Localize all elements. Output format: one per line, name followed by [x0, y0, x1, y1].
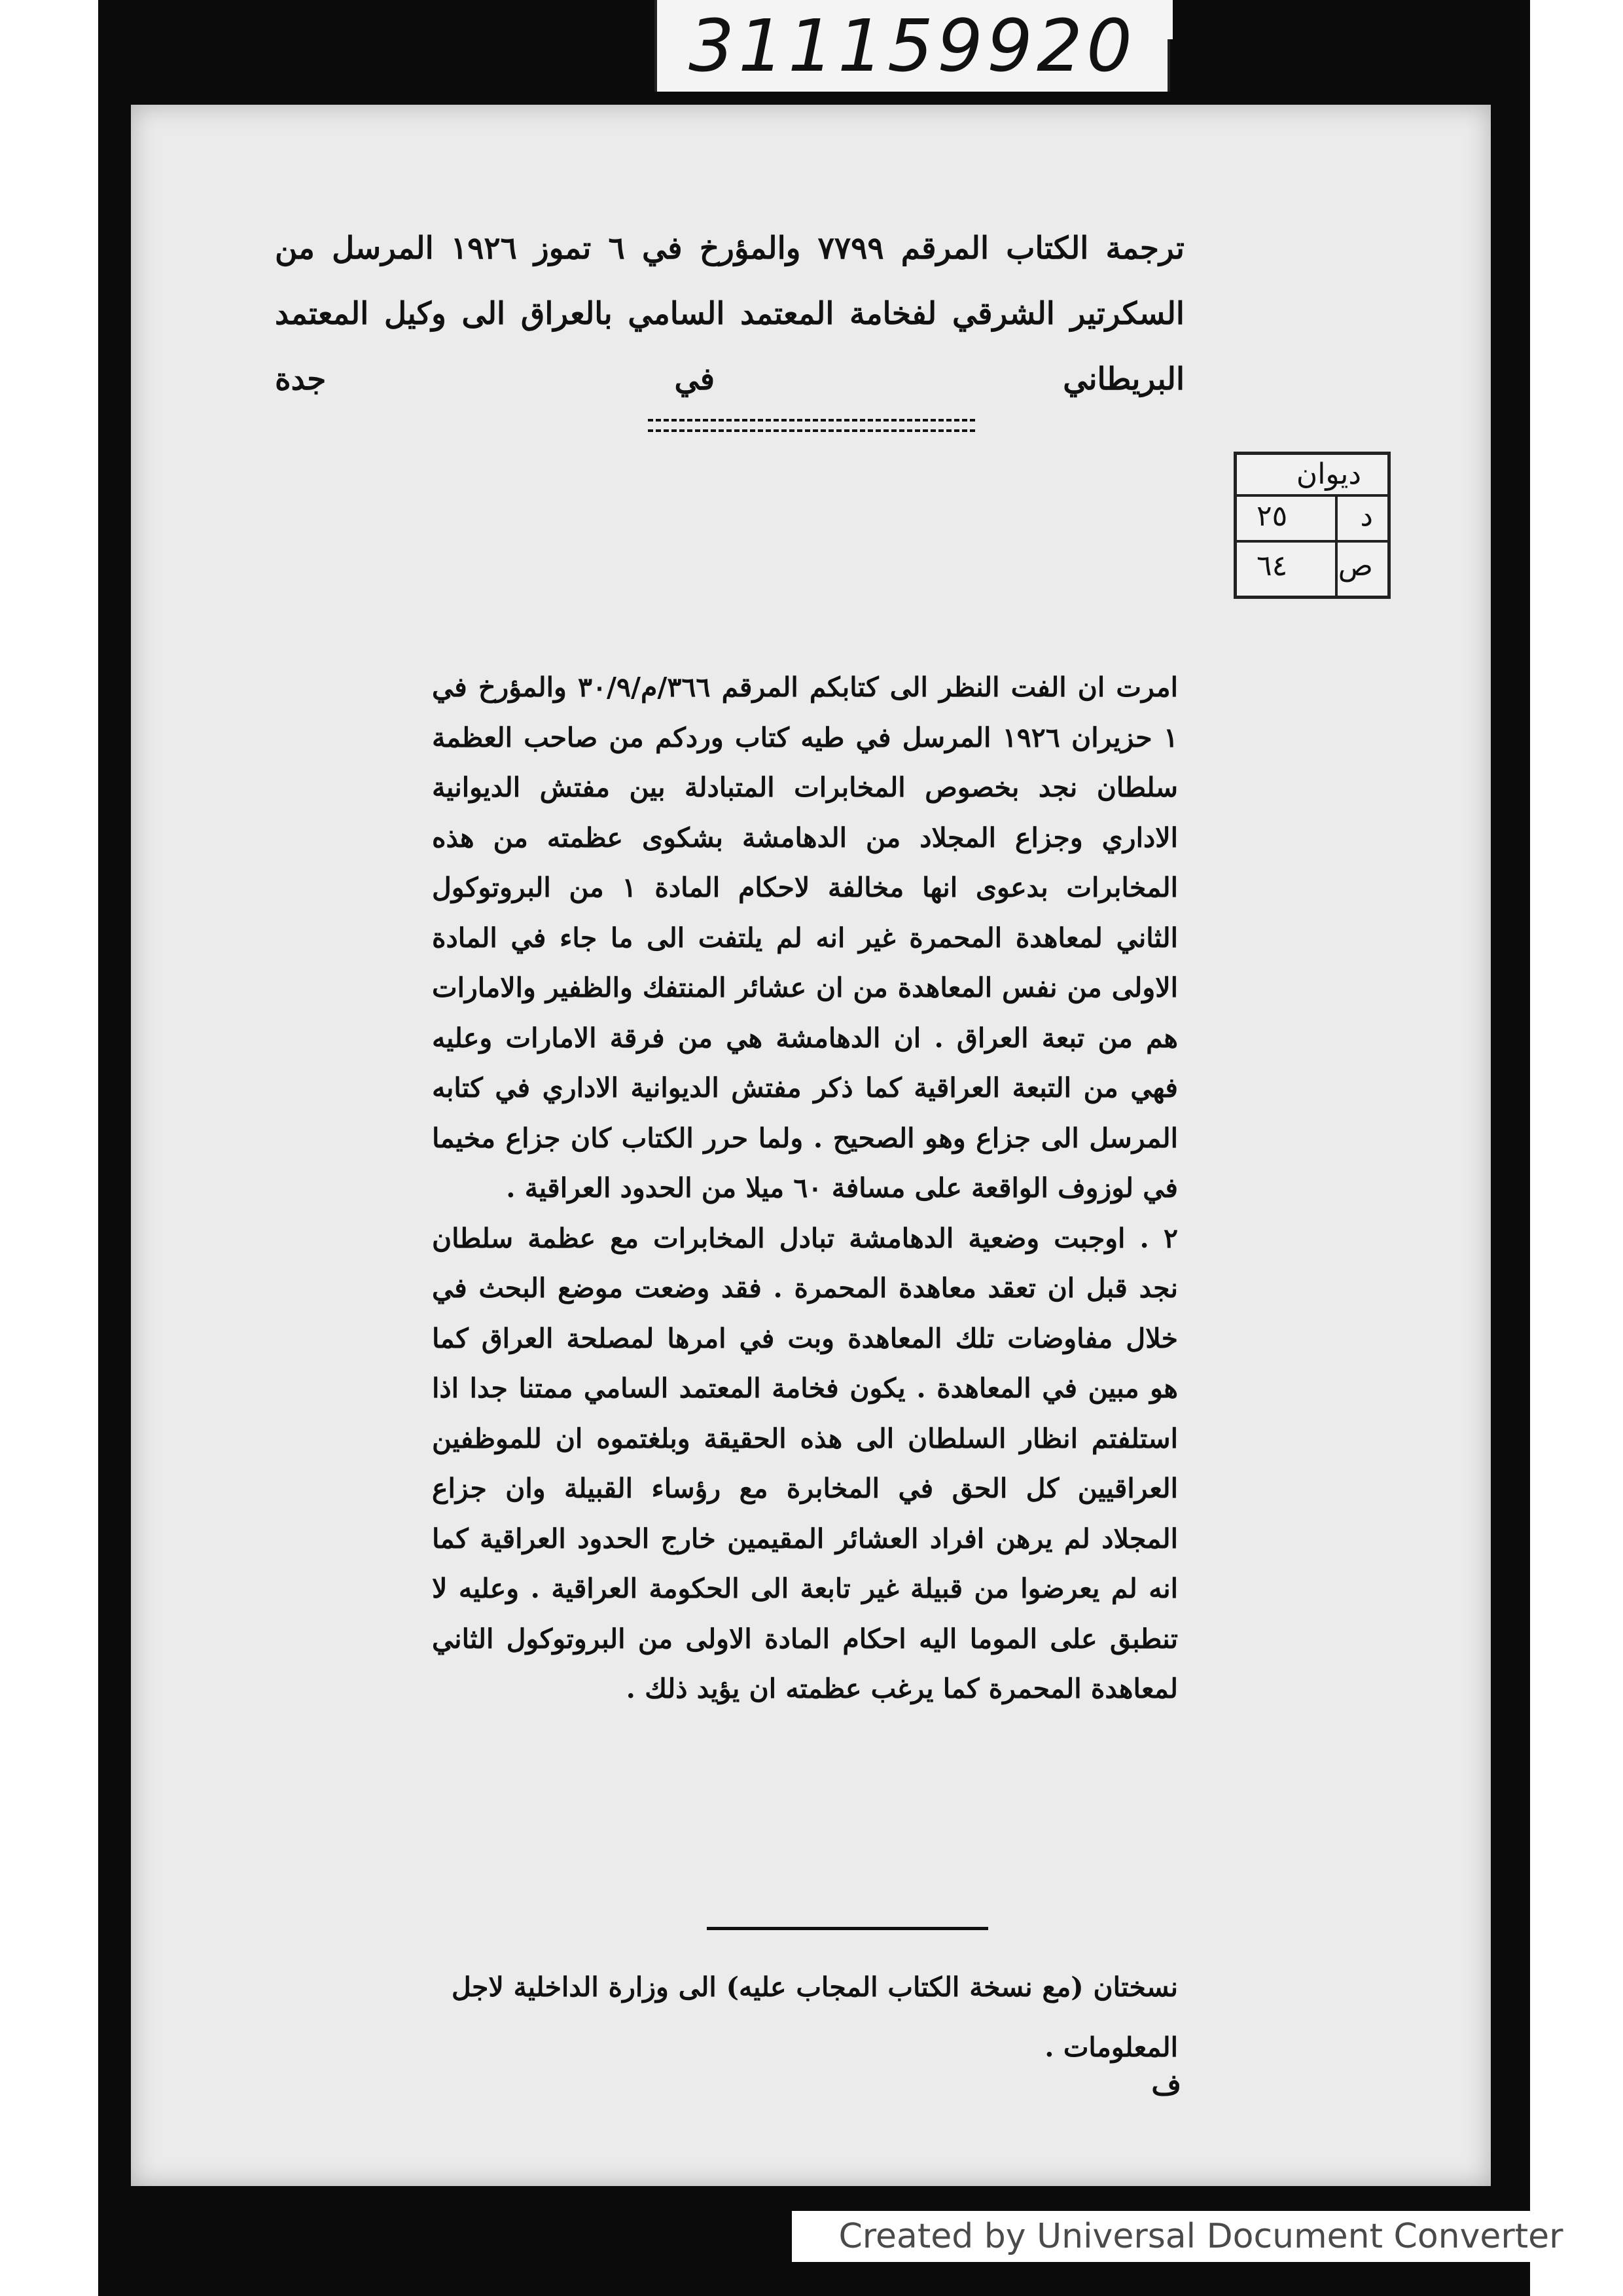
stamp-middle-right: د	[1360, 499, 1373, 533]
stamp-bottom-right: ص	[1338, 549, 1373, 583]
stamp-bottom-left: ٦٤	[1257, 549, 1288, 583]
archive-label-tab	[1164, 0, 1173, 39]
registry-stamp	[1234, 452, 1391, 599]
archive-reference-number: 311159920	[654, 0, 1170, 92]
stamp-header-row	[1237, 455, 1387, 497]
title-underline	[648, 419, 975, 432]
scan-border-right	[1491, 0, 1530, 2296]
paragraph-1: امرت ان الفت النظر الى كتابكم المرقم ٣٦٦/م/٣٠/٩ والمؤرخ في ١ حزيران ١٩٢٦ المرسل في طيه كتاب وردكم من صاحب العظمة سلطان نجد بخصوص المخابرات المتبادلة بين مفتش الديوانية الاداري وجزاع المجلاد من الدهامشة بشكوى عظمته من هذه المخابرات بدعوى انها مخالفة لاحكام المادة ١ من البروتوكول الثاني لمعاهدة المحمرة غير انه لم يلتفت الى ما جاء في المادة الاولى من نفس المعاهدة من ان عشائر المنتفك والظفير والامارات هم من تبعة العراق . ان الدهامشة هي من فرقة الامارات وعليه فهي من التبعة العراقية كما ذكر مفتش الديوانية الاداري في كتابه المرسل الى جزاع وهو الصحيح . ولما حرر الكتاب كان جزاع مخيما في لوزوف الواقعة على مسافة ٦٠ ميلا من الحدود العراقية .	[432, 672, 1179, 1204]
stamp-middle-row	[1237, 494, 1387, 543]
copies-note: نسختان (مع نسخة الكتاب المجاب عليه) الى وزارة الداخلية لاجل المعلومات .	[452, 1971, 1178, 2063]
scan-border-left	[98, 0, 131, 2296]
document-title: ترجمة الكتاب المرقم ٧٧٩٩ والمؤرخ في ٦ تموز ١٩٢٦ المرسل من السكرتير الشرقي لفخامة المعتمد السامي بالعراق الى وكيل المعتمد البريطاني في جدة	[275, 230, 1185, 397]
stamp-middle-left: ٢٥	[1257, 499, 1288, 533]
initial-mark: ف	[1151, 2068, 1181, 2102]
page-margin-right	[1530, 0, 1623, 2296]
converter-watermark: Created by Universal Document Converter	[792, 2211, 1610, 2262]
stamp-bottom-row	[1237, 540, 1387, 596]
stamp-header-text: ديوان	[1296, 457, 1361, 491]
paragraph-2: ٢ . اوجبت وضعية الدهامشة تبادل المخابرات مع عظمة سلطان نجد قبل ان تعقد معاهدة المحمرة . فقد وضعت موضع البحث في خلال مفاوضات تلك المعاهدة وبت في امرها لمصلحة العراق كما هو مبين في المعاهدة . يكون فخامة المعتمد السامي ممتنا جدا اذا استلفتم انظار السلطان الى هذه الحقيقة وبلغتموه ان للموظفين العراقيين كل الحق في المخابرة مع رؤساء القبيلة وان جزاع المجلاد لم يرهن افراد العشائر المقيمين خارج الحدود العراقية كما انه لم يعرضوا من قبيلة غير تابعة الى الحكومة العراقية . وعليه لا تنطبق على الموما اليه احكام المادة الاولى من البروتوكول الثاني لمعاهدة المحمرة كما يرغب عظمته ان يؤيد ذلك .	[432, 1222, 1179, 1704]
page-margin-left	[0, 0, 98, 2296]
letter-body	[432, 662, 1178, 1714]
stamp-divider	[1335, 494, 1338, 596]
closing-separator	[707, 1927, 988, 1930]
